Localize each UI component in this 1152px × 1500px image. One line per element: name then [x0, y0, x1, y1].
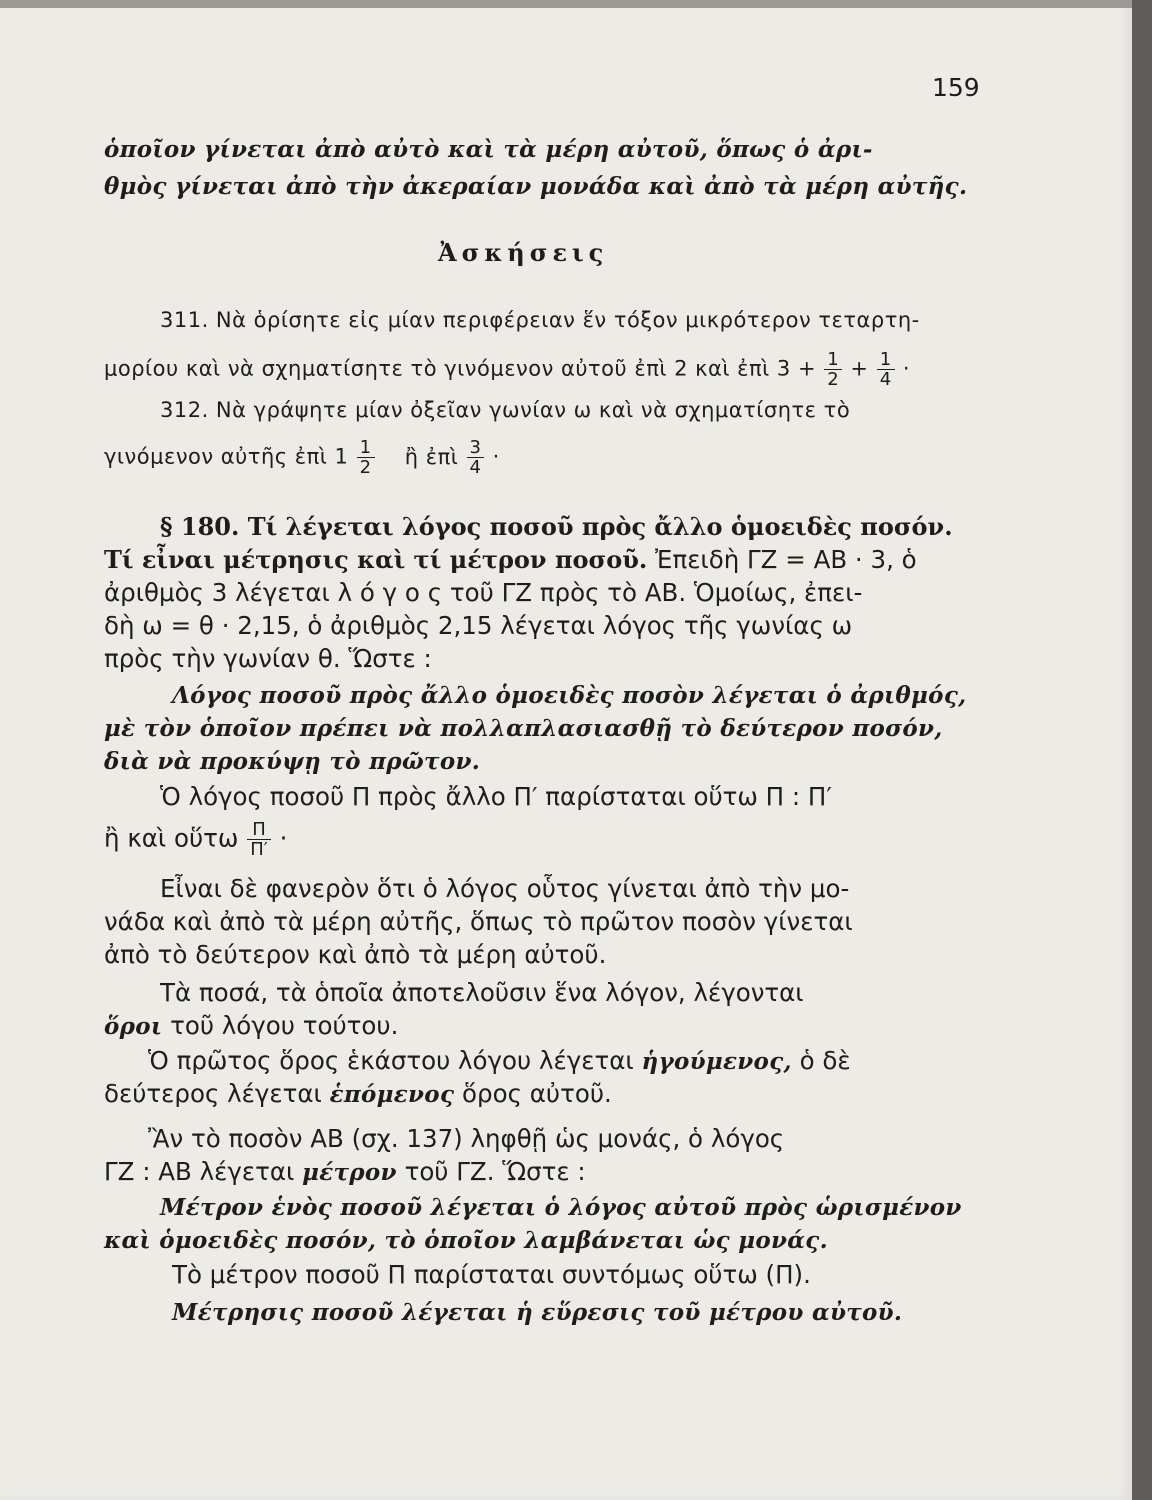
- exercise-312-text-b: ἢ ἐπὶ: [404, 444, 459, 469]
- paragraph-3-text-c: δεύτερος λέγεται: [104, 1079, 330, 1108]
- definition-measurement: Μέτρησις ποσοῦ λέγεται ἡ εὕρεσις τοῦ μέτρου αὐτοῦ.: [172, 1299, 903, 1326]
- definition-measure-line-2: καὶ ὁμοειδὲς ποσόν, τὸ ὁποῖον λαμβάνεται ὡς μονάς.: [104, 1227, 828, 1254]
- exercise-311-text: μορίου καὶ νὰ σχηματίσητε τὸ γινόμενον αὐτοῦ ἐπὶ 2 καὶ ἐπὶ 3: [104, 356, 791, 381]
- exercise-311-line-1: 311. Νὰ ὁρίσητε εἰς μίαν περιφέρειαν ἕν τόξον μικρότερον τεταρτη-: [160, 308, 920, 332]
- fraction-numerator: Π: [252, 819, 266, 840]
- paragraph-3-line-1: [148, 1046, 851, 1077]
- definition-measure-line-1: Μέτρον ἑνὸς ποσοῦ λέγεται ὁ λόγος αὐτοῦ πρὸς ὡρισμένον: [160, 1194, 962, 1221]
- section-180-heading: § 180. Τί λέγεται λόγος ποσοῦ πρὸς ἄλλο ὁμοειδὲς ποσόν.: [160, 512, 953, 541]
- paragraph-2-text: τοῦ λόγου τούτου.: [162, 1011, 399, 1040]
- section-180-line-4: δὴ ω = θ · 2,15, ὁ ἀριθμὸς 2,15 λέγεται λόγος τῆς γωνίας ω: [104, 611, 853, 640]
- paragraph-1-line-3: ἀπὸ τὸ δεύτερον καὶ ἀπὸ τὰ μέρη αὐτοῦ.: [104, 940, 607, 969]
- term-igoumenos: ἡγούμενος,: [641, 1048, 792, 1075]
- definition-ratio-line-2: μὲ τὸν ὁποῖον πρέπει νὰ πολλαπλασιασθῇ τὸ δεύτερον ποσόν,: [104, 715, 943, 742]
- notation-text: ἢ καὶ οὕτω: [104, 823, 239, 853]
- intro-line-1: ὁποῖον γίνεται ἀπὸ αὐτὸ καὶ τὰ μέρη αὐτοῦ, ὅπως ὁ ἀρι-: [104, 136, 873, 163]
- scan-right-edge: [1132, 0, 1152, 1500]
- section-180-line-2: [104, 545, 917, 575]
- fraction-denominator: 4: [877, 369, 895, 389]
- fraction-denominator: 4: [467, 457, 485, 477]
- fraction-one-half: [824, 350, 842, 389]
- paragraph-3-text-d: ὅρος αὐτοῦ.: [454, 1079, 612, 1108]
- exercise-312-text-a: γινόμενον αὐτῆς ἐπὶ 1: [104, 444, 349, 469]
- paragraph-2-line-2: [104, 1011, 398, 1042]
- paragraph-3-text-a: Ὁ πρῶτος ὅρος ἑκάστου λόγου λέγεται: [148, 1046, 642, 1075]
- definition-ratio-line-1: Λόγος ποσοῦ πρὸς ἄλλο ὁμοειδὲς ποσὸν λέγεται ὁ ἀριθμός,: [172, 682, 967, 709]
- end-dot: ·: [492, 444, 500, 469]
- fraction-one-quarter: [877, 350, 895, 389]
- notation-line-2: [104, 820, 287, 859]
- definition-ratio-line-3: διὰ νὰ προκύψῃ τὸ πρῶτον.: [104, 748, 481, 775]
- paragraph-4-text-a: ΓΖ : ΑΒ λέγεται: [104, 1157, 303, 1186]
- fraction-three-quarters: [467, 438, 485, 477]
- plus-sign: +: [797, 356, 817, 381]
- paragraph-4-line-2: [104, 1157, 586, 1188]
- end-dot: ·: [279, 823, 288, 853]
- section-180-line-5: πρὸς τὴν γωνίαν θ. Ὥστε :: [104, 644, 432, 673]
- fraction-numerator: 1: [827, 349, 840, 370]
- end-dot: ·: [902, 356, 911, 381]
- fraction-denominator: 2: [824, 369, 842, 389]
- paragraph-4-text-b: τοῦ ΓΖ. Ὥστε :: [396, 1157, 586, 1186]
- page-number: 159: [932, 73, 980, 102]
- exercise-312-line-1: 312. Νὰ γράψητε μίαν ὀξεῖαν γωνίαν ω καὶ νὰ σχηματίσητε τὸ: [160, 398, 851, 422]
- fraction-denominator: 2: [357, 457, 375, 477]
- term-horoi: ὅροι: [104, 1013, 163, 1040]
- fraction-numerator: 1: [879, 349, 892, 370]
- section-180-subheading: Τί εἶναι μέτρησις καὶ τί μέτρον ποσοῦ.: [104, 545, 648, 574]
- paragraph-1-line-2: νάδα καὶ ἀπὸ τὰ μέρη αὐτῆς, ὅπως τὸ πρῶτον ποσὸν γίνεται: [104, 907, 853, 936]
- exercises-heading: Ἀσκήσεις: [438, 238, 609, 267]
- section-180-text: Ἐπειδὴ ΓΖ = ΑΒ · 3, ὁ: [647, 545, 917, 574]
- exercise-312-line-2: [104, 438, 500, 477]
- intro-line-2: θμὸς γίνεται ἀπὸ τὴν ἀκεραίαν μονάδα καὶ ἀπὸ τὰ μέρη αὐτῆς.: [104, 173, 968, 200]
- paragraph-2-line-1: Τὰ ποσά, τὰ ὁποῖα ἀποτελοῦσιν ἕνα λόγον, λέγονται: [160, 978, 804, 1007]
- plus-sign: +: [850, 356, 869, 381]
- term-epomenos: ἑπόμενος: [329, 1081, 455, 1108]
- paragraph-3-text-b: ὁ δὲ: [791, 1046, 851, 1075]
- exercise-311-line-2: [104, 350, 910, 389]
- fraction-numerator: 1: [359, 437, 372, 458]
- paragraph-4-line-1: Ἂν τὸ ποσὸν ΑΒ (σχ. 137) ληφθῇ ὡς μονάς, ὁ λόγος: [148, 1124, 785, 1153]
- scan-top-edge: [0, 0, 1132, 8]
- section-180-line-3: ἀριθμὸς 3 λέγεται λ ό γ ο ς τοῦ ΓΖ πρὸς τὸ ΑΒ. Ὁμοίως, ἐπει-: [104, 578, 863, 607]
- notation-line-1: Ὁ λόγος ποσοῦ Π πρὸς ἄλλο Π′ παρίσταται οὕτω Π : Π′: [160, 782, 832, 811]
- fraction-numerator: 3: [469, 437, 482, 458]
- paragraph-1-line-1: Εἶναι δὲ φανερὸν ὅτι ὁ λόγος οὗτος γίνεται ἀπὸ τὴν μο-: [160, 874, 850, 903]
- fraction-ratio: [247, 820, 271, 859]
- fraction-one-half: [357, 438, 375, 477]
- paragraph-5: Τὸ μέτρον ποσοῦ Π παρίσταται συντόμως οὕτω (Π).: [172, 1260, 811, 1289]
- paragraph-3-line-2: [104, 1079, 612, 1110]
- fraction-denominator: Π′: [247, 839, 271, 859]
- term-metron: μέτρον: [302, 1159, 397, 1186]
